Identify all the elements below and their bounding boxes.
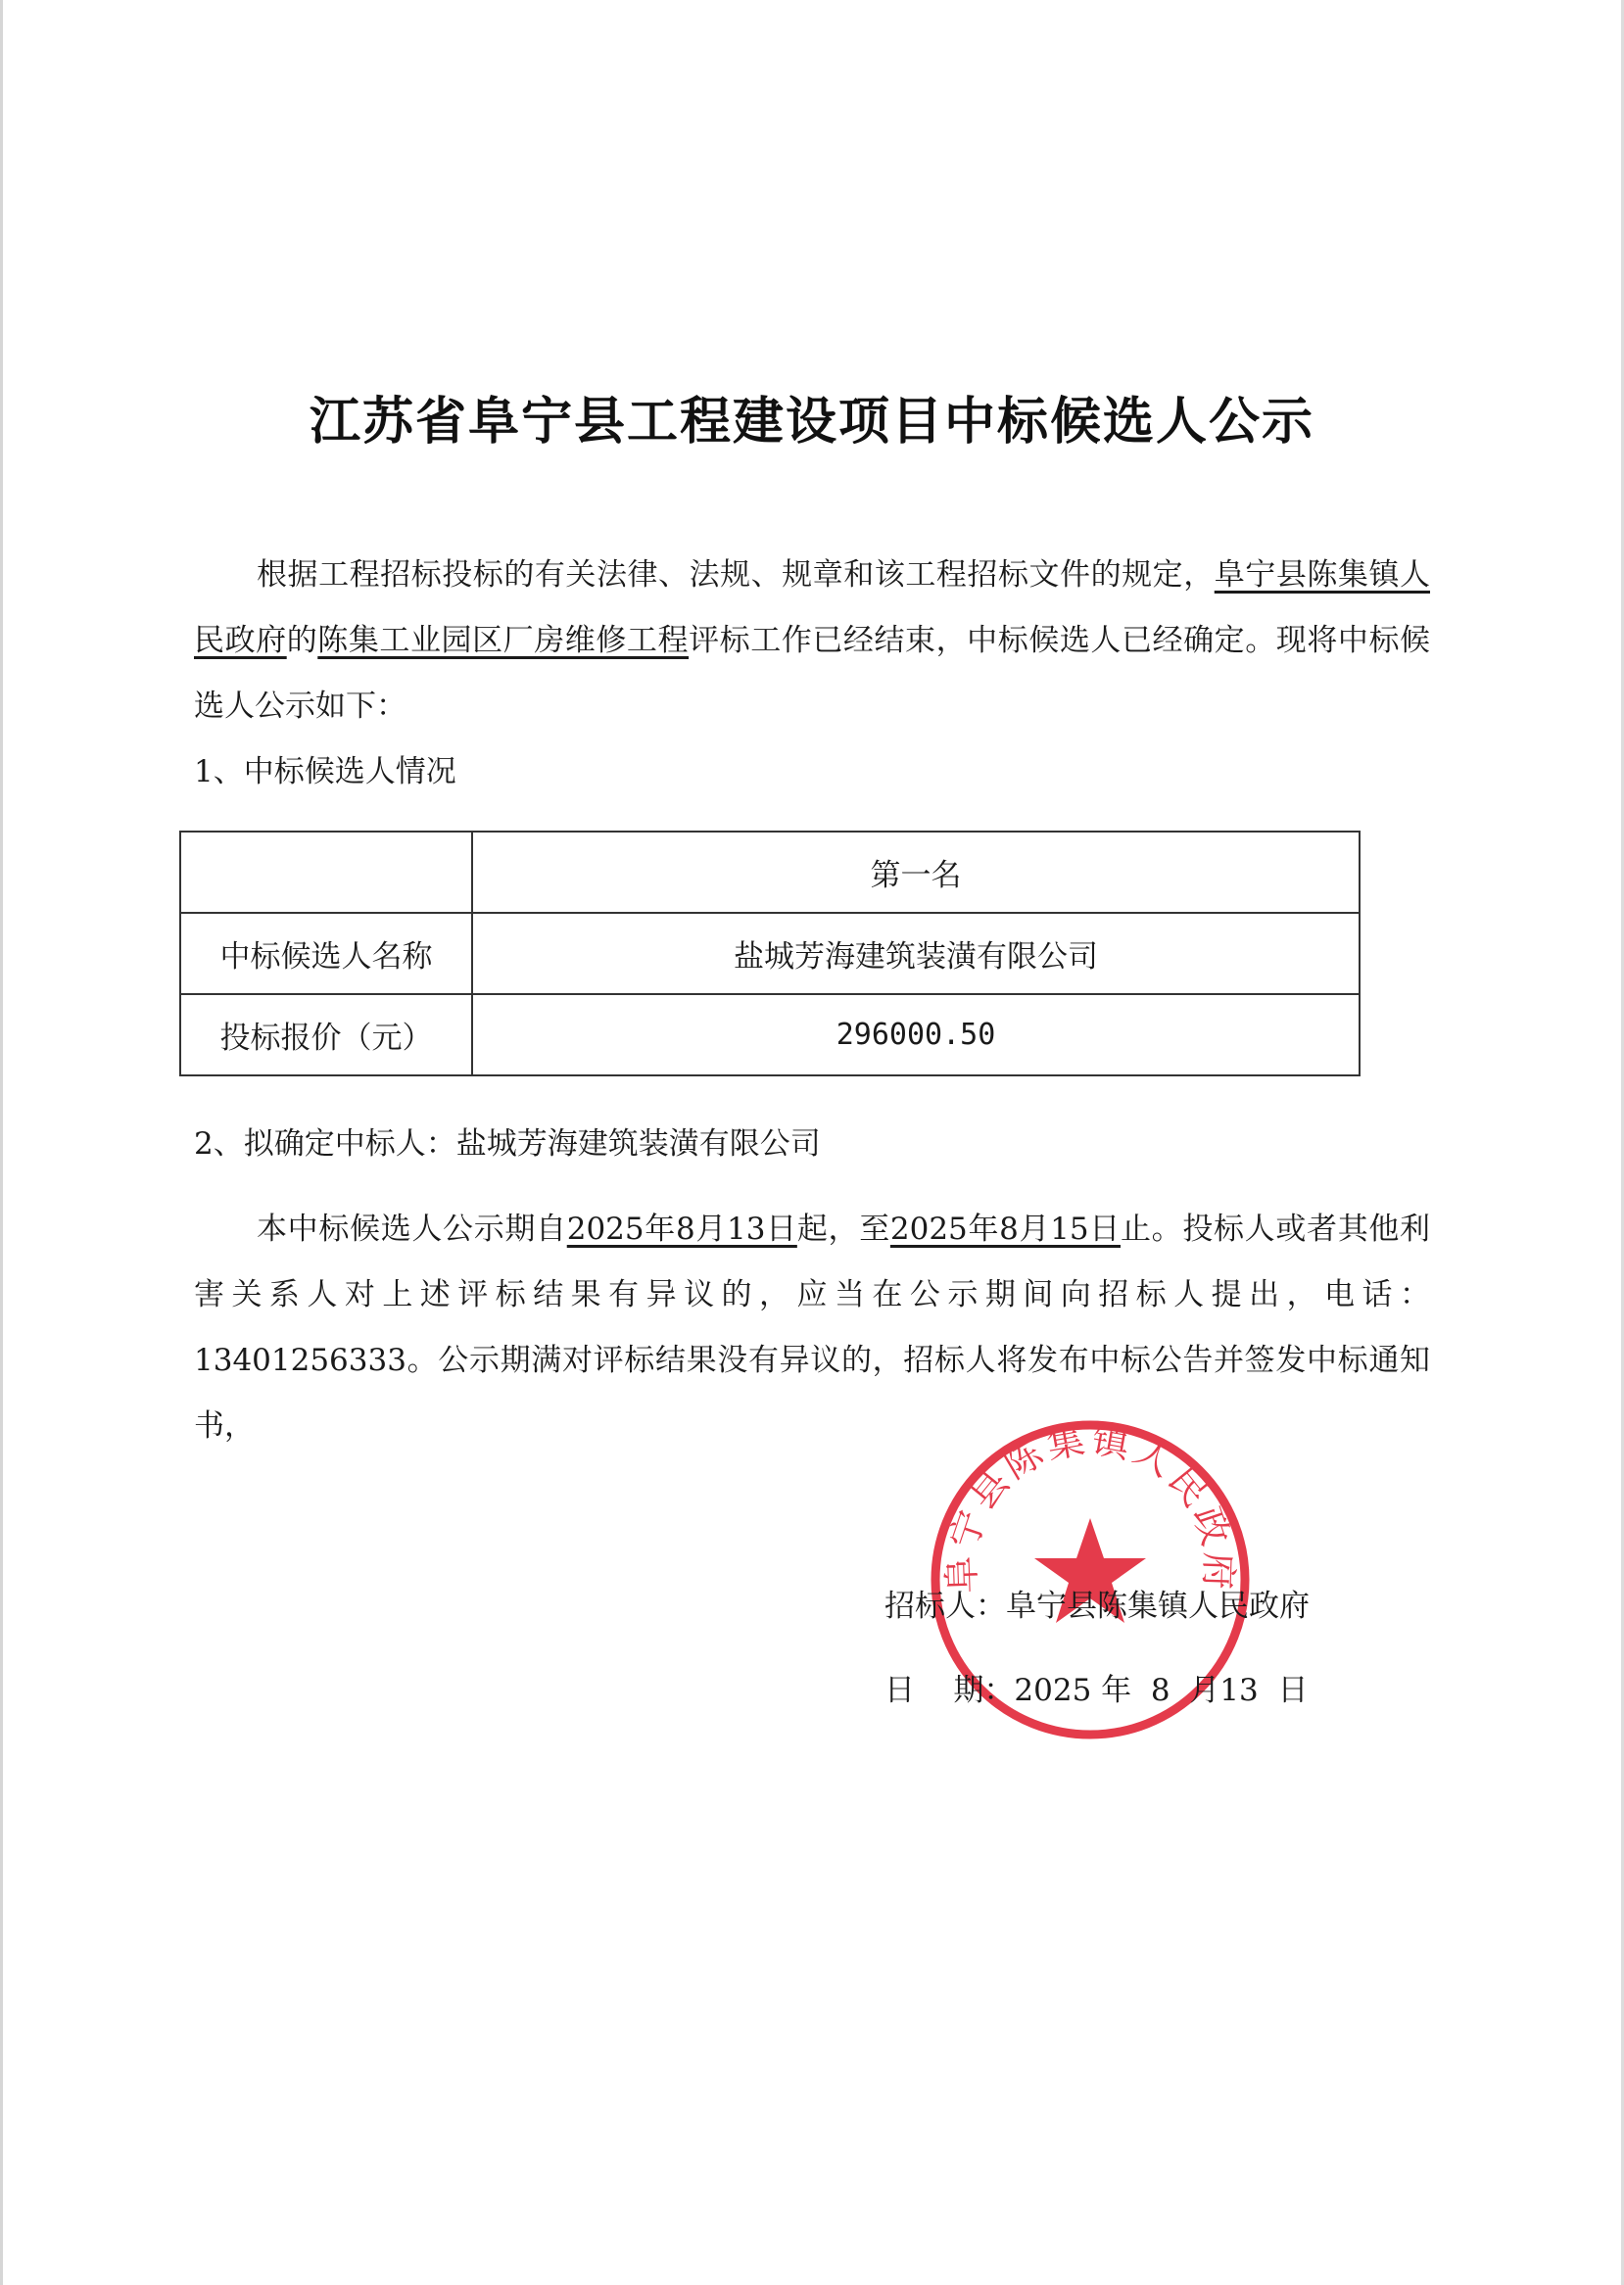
tenderer-name-underlined: 阜宁县陈集镇人民政府 bbox=[194, 557, 1431, 658]
table-header-row bbox=[180, 832, 1360, 913]
project-name-underlined: 陈集工业园区厂房维修工程 bbox=[317, 623, 690, 658]
signature-date-value: 2025 年 8 月13 日 bbox=[1014, 1673, 1309, 1708]
notice-text-c: 止。投标人或者其他利害关系人对上述评标结果有异议的，应当在公示期间向招标人提出，电话：13401256333。公示期满对评标结果没有异议的，招标人将发布中标公告并签发中标通知书， bbox=[194, 1212, 1431, 1444]
notice-text-b: 起，至 bbox=[796, 1212, 890, 1247]
signature-date-label: 日 期： bbox=[884, 1673, 1015, 1708]
table-label-price: 投标报价（元） bbox=[180, 994, 472, 1075]
signature-date bbox=[884, 1665, 1308, 1709]
section-1-heading: 1、中标候选人情况 bbox=[194, 754, 456, 789]
table-value-candidate: 盐城芳海建筑装潢有限公司 bbox=[472, 913, 1360, 994]
notice-start-date: 2025年8月13日 bbox=[566, 1212, 797, 1247]
section-2-heading: 2、拟确定中标人：盐城芳海建筑装潢有限公司 bbox=[194, 1126, 821, 1162]
intro-text-b: 的 bbox=[286, 623, 318, 658]
page-edge-left bbox=[0, 0, 3, 2285]
signature-tenderer-name: 阜宁县陈集镇人民政府 bbox=[1006, 1589, 1310, 1624]
table-label-candidate: 中标候选人名称 bbox=[180, 913, 472, 994]
table-row bbox=[180, 913, 1360, 994]
signature-tenderer bbox=[884, 1581, 1310, 1625]
table-header-rank: 第一名 bbox=[472, 832, 1360, 913]
signature-tenderer-label: 招标人： bbox=[884, 1589, 1006, 1624]
notice-end-date: 2025年8月15日 bbox=[889, 1212, 1121, 1247]
table-header-empty-cell bbox=[180, 832, 472, 913]
intro-paragraph bbox=[194, 543, 1430, 739]
intro-text-a: 根据工程招标投标的有关法律、法规、规章和该工程招标文件的规定， bbox=[257, 557, 1215, 593]
table-value-price: 296000.50 bbox=[472, 994, 1360, 1075]
document-title: 江苏省阜宁县工程建设项目中标候选人公示 bbox=[309, 393, 1314, 452]
table-row bbox=[180, 994, 1360, 1075]
seal-text: 阜宁县陈集镇人民政府 bbox=[939, 1417, 1241, 1595]
notice-text-a: 本中标候选人公示期自 bbox=[257, 1212, 567, 1247]
intro-text-c: 评标工作已经结束，中标候选人已经确定。现将中标候选人公示如下： bbox=[194, 623, 1431, 724]
candidate-table bbox=[179, 831, 1361, 1076]
